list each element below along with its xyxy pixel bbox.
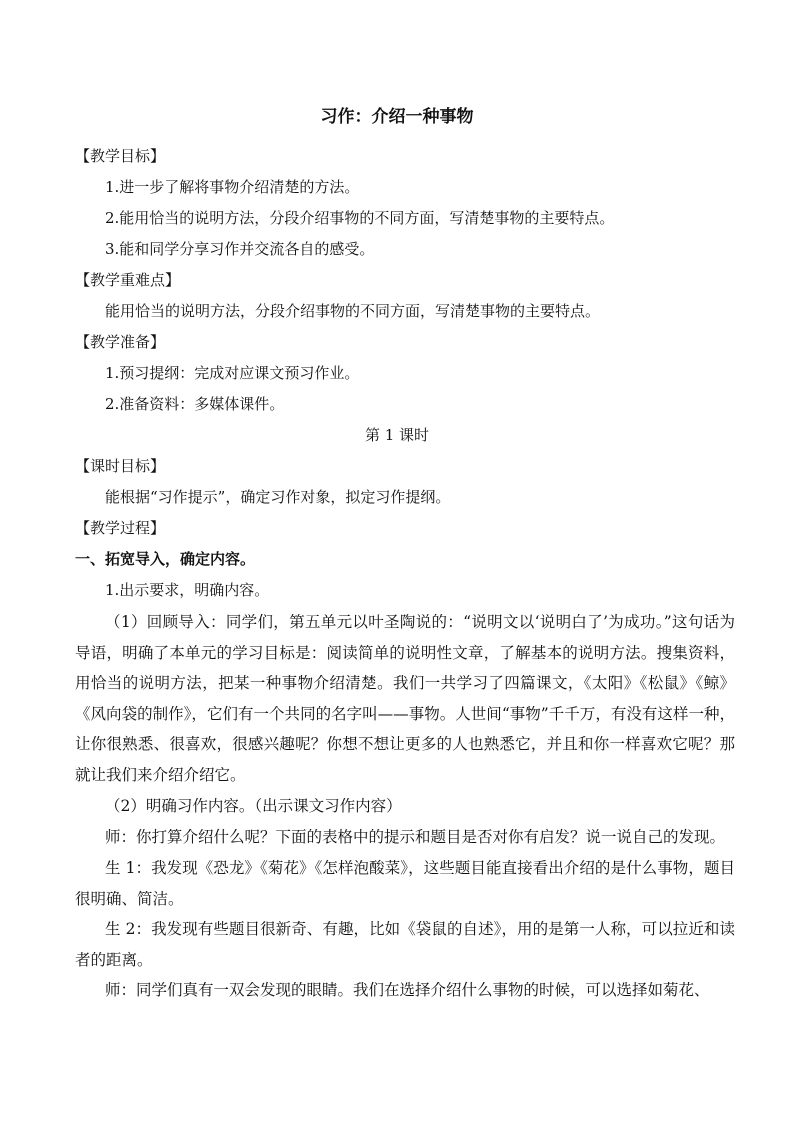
keypoints-text: 能用恰当的说明方法，分段介绍事物的不同方面，写清楚事物的主要特点。 <box>105 302 601 320</box>
lesson-goals-heading: 【课时目标】 <box>75 457 166 475</box>
prep-heading: 【教学准备】 <box>75 333 166 351</box>
paragraph-clarify-content: （2）明确习作内容。（出示课文习作内容） <box>105 797 402 815</box>
prep-item: 2.准备资料：多媒体课件。 <box>105 395 285 413</box>
paragraph-student-1: 生 1：我发现《恐龙》《菊花》《怎样泡酸菜》，这些题目能直接看出介绍的是什么事物，题目很明确、简洁。 <box>75 859 735 908</box>
step1-heading: 一、拓宽导入，确定内容。 <box>75 550 256 568</box>
paragraph-teacher-question: 师：你打算介绍什么呢？下面的表格中的提示和题目是否对你有启发？说一说自己的发现。 <box>105 828 726 846</box>
paragraph-student-2: 生 2：我发现有些题目很新奇、有趣，比如《袋鼠的自述》，用的是第一人称，可以拉近和读者的距离。 <box>75 920 735 969</box>
goal-item: 2.能用恰当的说明方法，分段介绍事物的不同方面，写清楚事物的主要特点。 <box>105 209 615 227</box>
keypoints-heading: 【教学重难点】 <box>75 271 181 289</box>
lesson-goals-text: 能根据“习作提示”，确定习作对象，拟定习作提纲。 <box>105 488 451 506</box>
prep-item: 1.预习提纲：完成对应课文预习作业。 <box>105 364 360 382</box>
goals-heading: 【教学目标】 <box>75 147 166 165</box>
goal-item: 3.能和同学分享习作并交流各自的感受。 <box>105 240 375 258</box>
paragraph-teacher-summary: 师：同学们真有一双会发现的眼睛。我们在选择介绍什么事物的时候，可以选择如菊花、 <box>105 981 710 999</box>
paragraph-review-intro: （1）回顾导入：同学们，第五单元以叶圣陶说的：“说明文以‘说明白了’为成功。”这句话为导语，明确了本单元的学习目标是：阅读简单的说明性文章，了解基本的说明方法。搜集资料，用恰当的说明方法，把某一种事物介绍清楚。我们一共学习了四篇课文，《太阳》《松鼠》《鲸》《风向袋的制作》，它们有一个共同的名字叫——事物。人世间“事物”千千万，有没有这样一种，让你很熟悉、很喜欢，很感兴趣呢？你想不想让更多的人也熟悉它，并且和你一样喜欢它呢？那就让我们来介绍介绍它。 <box>75 613 735 784</box>
step1-subheading: 1.出示要求，明确内容。 <box>105 581 270 599</box>
document-title: 习作：介绍一种事物 <box>320 107 474 127</box>
goal-item: 1.进一步了解将事物介绍清楚的方法。 <box>105 178 360 196</box>
lesson-title: 第 1 课时 <box>364 426 430 444</box>
process-heading: 【教学过程】 <box>75 519 166 537</box>
